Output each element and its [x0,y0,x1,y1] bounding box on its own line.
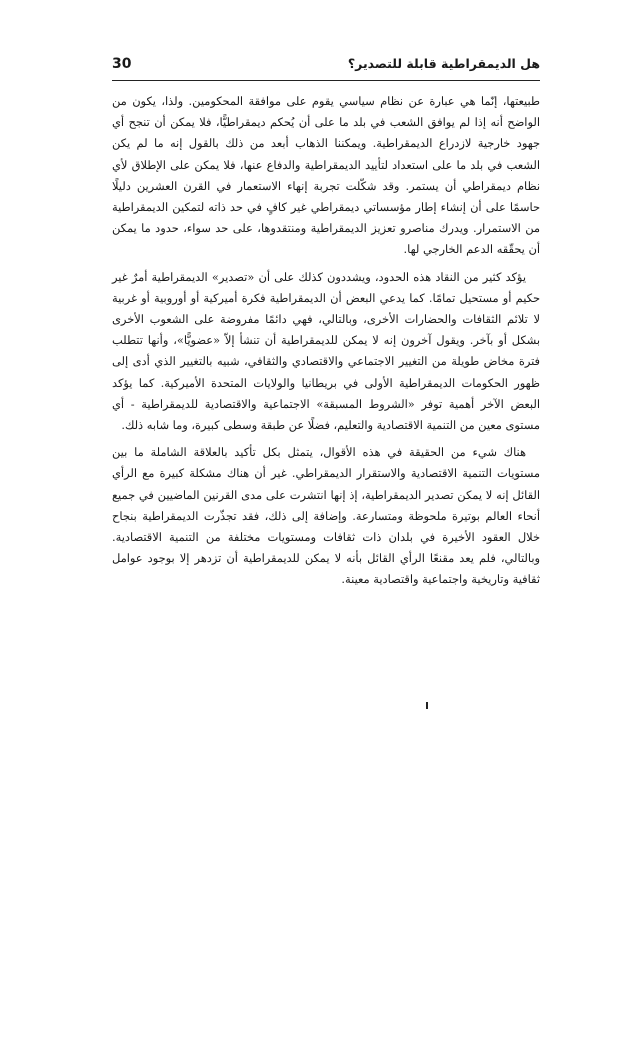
page-mark [426,702,428,709]
running-header [112,56,540,81]
paragraph-1: طبيعتها، إنّما هي عبارة عن نظام سياسي يقوم على موافقة المحكومين. ولذا، يكون من الواضح أنه إذا لم يوافق الشعب في بلد ما على أن يُحكم ديمقراطيًّا، فلا يمكن أن تنجح أي جهود خارجية لازدراع الديمقراطية. ويمكننا الذهاب أبعد من ذلك بالقول إنه ما لم يكن الشعب في بلد ما على استعداد لتأييد الديمقراطية والدفاع عنها، فلا يمكن على الإطلاق لأي نظام ديمقراطي أن يستمر. وقد شكّلت تجربة إنهاء الاستعمار في القرن العشرين دليلًا حاسمًا على أن إنشاء إطار مؤسساتي ديمقراطي غير كافٍ في حد ذاته لتمكين الديمقراطية من الاستمرار. ويدرك مناصرو تعزيز الديمقراطية ومنتقدوها، على حد سواء، حدود ما يمكن أن يحقّقه الدعم الخارجي لها. [112,94,540,257]
book-page [112,56,540,591]
running-title: هل الديمقراطية قابلة للتصدير؟ [347,56,540,71]
paragraph-2: يؤكد كثير من النقاد هذه الحدود، ويشددون كذلك على أن «تصدير» الديمقراطية أمرٌ غير حكيم أو مستحيل تمامًا. كما يدعي البعض أن الديمقراطية فكرة أميركية أو أوروبية أو غربية لا تلائم الثقافات والحضارات الأخرى، وبالتالي، فهي دائمًا مفروضة على الشعوب الأخرى بشكل أو بآخر. ويقول آخرون إنه لا يمكن للديمقراطية أن تنشأ إلاّ «عضويًّا»، وأنها تتطلب فترة مخاض طويلة من التغيير الاجتماعي والاقتصادي والثقافي، شبيه بالتغيير الذي أدى إلى ظهور الحكومات الديمقراطية الأولى في بريطانيا والولايات المتحدة الأميركية. كما يؤكد البعض الآخر أهمية توفر «الشروط المسبقة» الاجتماعية والاقتصادية للديمقراطية - أي مستوى معين من التنمية الاقتصادية والتعليم، فضلًا عن طبقة وسطى كبيرة، وما شابه ذلك. [112,269,540,433]
page-number: 30 [112,56,132,72]
paragraph-3: هناك شيء من الحقيقة في هذه الأقوال، يتمثل بكل تأكيد بالعلاقة الشاملة ما بين مستويات التنمية الاقتصادية والاستقرار الديمقراطي. غير أن هناك مشكلة كبيرة مع الرأي القائل إنه لا يمكن تصدير الديمقراطية، إذ إنها انتشرت على مدى القرنين الماضيين في جميع أنحاء العالم بوتيرة ملحوظة ومتسارعة. وإضافة إلى ذلك، فقد تجذّرت الديمقراطية بنجاح خلال العقود الأخيرة في بلدان ذات ثقافات ومستويات مختلفة من التنمية الاقتصادية. وبالتالي، فلم يعد مقنعًا الرأي القائل بأنه لا يمكن للديمقراطية أن تزدهر إلا بوجود عوامل ثقافية وتاريخية واجتماعية واقتصادية معينة. [112,445,540,587]
